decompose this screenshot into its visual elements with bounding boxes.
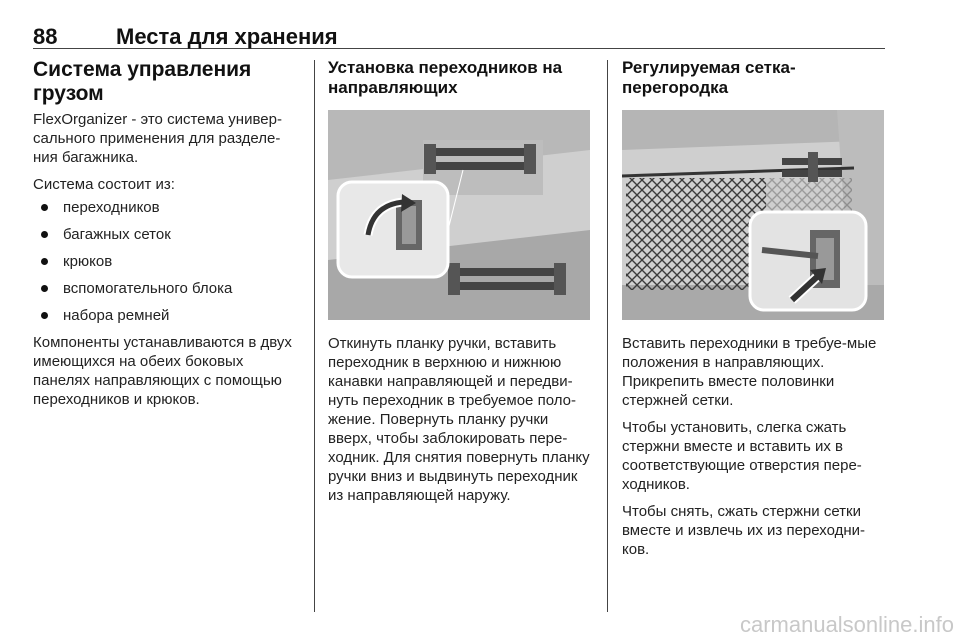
section-title: Места для хранения (116, 24, 338, 49)
partition-net-heading: Регулируемая сетка-перегородка (622, 58, 796, 97)
adapter-rail-illustration (328, 110, 590, 320)
column-divider (314, 60, 315, 612)
list-item: крюков (33, 252, 301, 271)
list-item: вспомогательного блока (33, 279, 301, 298)
bullet-icon (41, 258, 48, 265)
components-outro: Компоненты устанавливаются в двух имеющихся на обеих боковых панелях направляющих с помощью переходников и крюков. (33, 334, 292, 408)
watermark: carmanualsonline.info (739, 612, 954, 637)
adapter-detail-inset-icon (338, 182, 448, 277)
partition-net-step-1: Вставить переходники в требуе-мые положения в направляющих. Прикрепить вместе половинки стержней сетки. (622, 335, 877, 409)
adapter-install-heading: Установка переходников на направляющих (328, 58, 563, 97)
net-rod-detail-inset-icon (750, 212, 866, 310)
partition-net-illustration (622, 110, 884, 320)
cargo-system-heading: Система управления грузом (33, 58, 252, 105)
column-divider (607, 60, 608, 612)
page-number: 88 (33, 24, 58, 49)
partition-net-step-2: Чтобы установить, слегка сжать стержни вместе и вставить их в соответствующие отверстия пере-ходников. (622, 419, 862, 493)
list-item: набора ремней (33, 306, 301, 325)
components-list (33, 198, 301, 325)
bullet-icon (41, 285, 48, 292)
components-intro: Система состоит из: (33, 176, 175, 193)
column-cargo-system (33, 58, 301, 417)
bullet-icon (41, 204, 48, 211)
page-header (33, 22, 885, 49)
partition-net-step-3: Чтобы снять, сжать стержни сетки вместе и извлечь их из переходни-ков. (622, 503, 866, 558)
list-item: багажных сеток (33, 225, 301, 244)
bullet-icon (41, 231, 48, 238)
list-item: переходников (33, 198, 301, 217)
column-adapter-install (328, 58, 592, 513)
bullet-icon (41, 312, 48, 319)
column-partition-net (622, 58, 886, 567)
adapter-install-text: Откинуть планку ручки, вставить переходник в верхнюю и нижнюю канавки направляющей и передви-нуть переходник в требуемое поло-жение. Повернуть планку ручки вверх, чтобы заблокировать пере-ходник. Для снятия повернуть планку ручки вниз и выдвинуть переходник из направляющей наружу. (328, 335, 590, 504)
cargo-system-intro: FlexOrganizer - это система универ-сального применения для разделе-ния багажника. (33, 111, 282, 166)
